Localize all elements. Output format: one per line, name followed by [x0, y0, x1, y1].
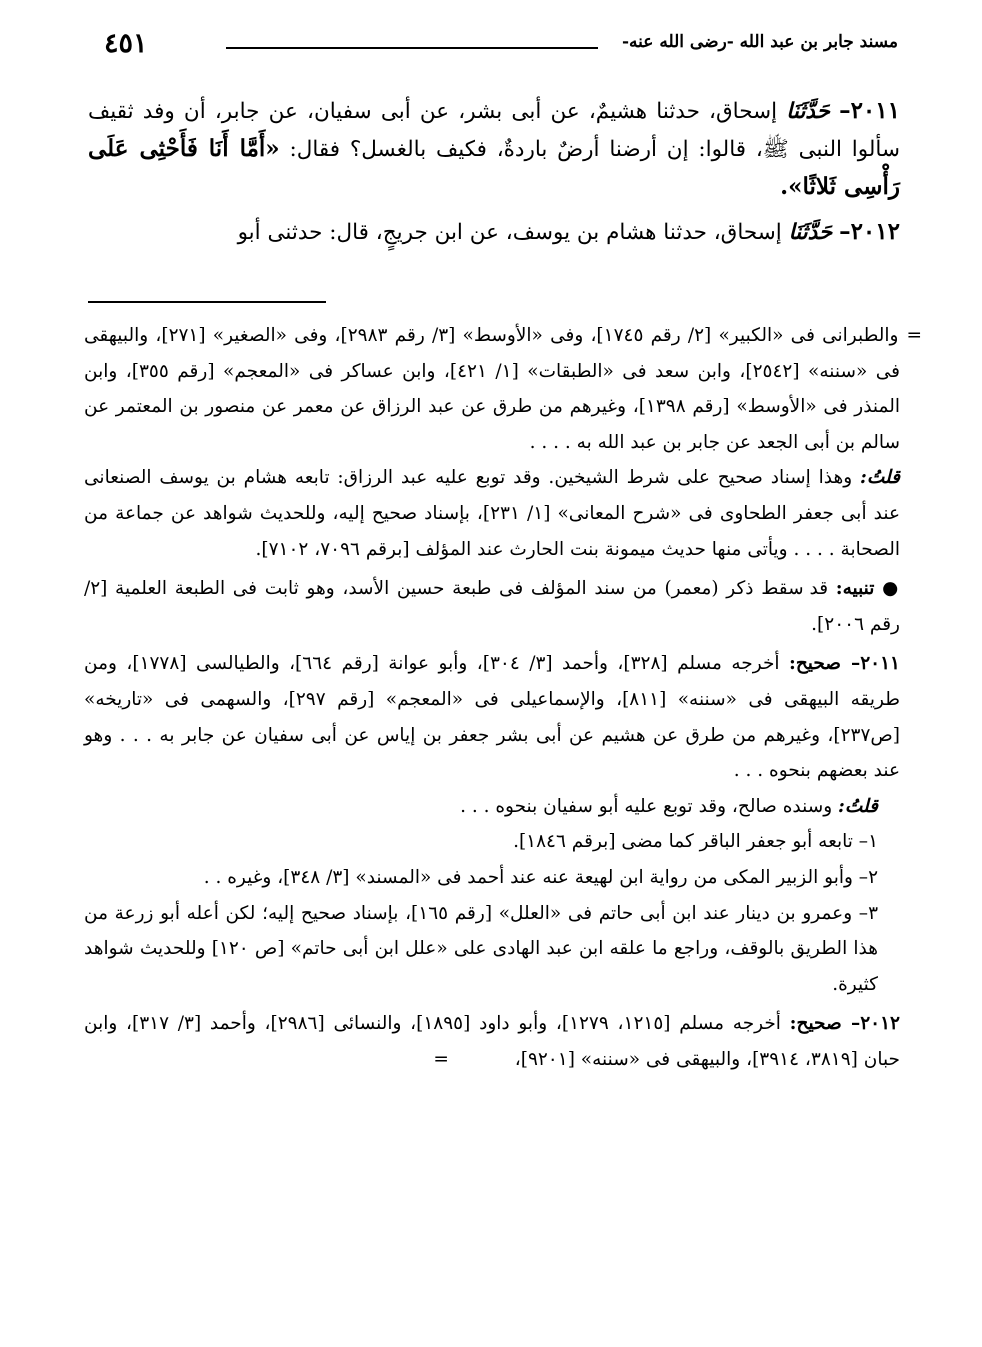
running-title: مسند جابر بن عبد الله -رضى الله عنه- — [621, 32, 898, 52]
footnote-2011-label: ٢٠١١– صحيح: — [788, 653, 900, 675]
footnote-tanbih — [84, 571, 900, 642]
hadith-opening: حَدَّثَنَا — [786, 99, 830, 124]
footnotes — [84, 318, 900, 1077]
hadith-number: ٢٠١٢– — [839, 218, 900, 245]
footnote-qult-2 — [84, 789, 900, 825]
tanbih-text: قد سقط ذكر (معمر) من سند المؤلف فى طبعة حسين الأسد، وهو ثابت فى الطبعة العلمية [٢/ رقم ٢٠٠٦]. — [84, 578, 900, 635]
hadith-opening: حَدَّثَنَا — [788, 220, 833, 245]
footnote-qult — [84, 460, 900, 567]
hadith-isnad: إسحاق، حدثنا هشام بن يوسف، عن ابن جريجٍ، قال: حدثنى أبو — [237, 220, 782, 245]
footnote-2011 — [84, 646, 900, 788]
footnote-item-2: ٢– وأبو الزبير المكى من رواية ابن لهيعة عنه عند أحمد فى «المسند» [٣/ ٣٤٨]، وغيره . . — [203, 866, 878, 888]
footnote-item-1: ١– تابعه أبو جعفر الباقر كما مضى [برقم ١٨٤٦]. — [513, 831, 878, 853]
main-text — [88, 92, 900, 251]
bullet-icon: ● — [882, 578, 900, 600]
page-number: ٤٥١ — [104, 28, 148, 59]
qult-text: وهذا إسناد صحيح على شرط الشيخين. وقد توبع عليه عبد الرزاق: تابعه هشام بن يوسف الصنعانى عند أبى جعفر الطحاوى فى «شرح المعانى» [١/ ٢٣١]، بإسناد صحيح إليه، وللحديث شواهد عن جماعة من الصحابة . . . . ويأتى منها حديث ميمونة بنت الحارث عند المؤلف [برقم ٧٠٩٦، ٧١٠٢]. — [84, 467, 900, 560]
hadith-matn: «أَمَّا أَنَا فَأَحْثِى عَلَى رَأْسِى ثَلاثًا». — [88, 135, 900, 200]
header-rule — [226, 47, 598, 49]
footnote-item-3: ٣– وعمرو بن دينار عند ابن أبى حاتم فى «العلل» [رقم ١٦٥]، بإسناد صحيح إليه؛ لكن أعله أبو زرعة من هذا الطريق بالوقف، وراجع ما علقه ابن عبد الهادى على «علل ابن أبى حاتم» [ص ١٢٠] وللحديث شواهد كثيرة. — [84, 902, 878, 995]
hadith-2012 — [88, 213, 900, 251]
hadith-2011 — [88, 92, 900, 206]
qult-label: قلتُ: — [838, 795, 878, 817]
footnote-separator — [88, 301, 326, 303]
page-header — [96, 28, 898, 68]
tanbih-label: تنبيه: — [835, 578, 875, 600]
footnote-2012 — [84, 1006, 900, 1077]
hadith-number: ٢٠١١– — [839, 97, 900, 124]
qult-text: وسنده صالح، وقد توبع عليه أبو سفيان بنحوه . . . — [460, 795, 833, 817]
hadith-isnad: إسحاق، حدثنا هشيمٌ، عن أبى بشر، عن أبى سفيان، عن جابر، أن وفد ثقيف سألوا النبى ﷺ، قالوا: إن أرضنا أرضٌ باردةٌ، فكيف بالغسل؟ فقال: — [88, 99, 900, 162]
continuation-mark: = — [433, 1048, 449, 1070]
footnote-continuation: = والطبرانى فى «الكبير» [٢/ رقم ١٧٤٥]، وفى «الأوسط» [٣/ رقم ٢٩٨٣]، وفى «الصغير» [٢٧١]، والبيهقى فى «سننه» [٢٥٤٢]، وابن سعد فى «الطبقات» [١/ ٤٢١]، وابن عساكر فى «المعجم» [رقم ٣٥٥]، وابن المنذر فى «الأوسط» [رقم ١٣٩٨]، وغيرهم من طرق عن عبد الرزاق عن معمر عن منصور بن المعتمر عن سالم بن أبى الجعد عن جابر بن عبد الله به . . . . — [84, 318, 900, 460]
footnote-2011-text: أخرجه مسلم [٣٢٨]، وأحمد [٣/ ٣٠٤]، وأبو عوانة [رقم ٦٦٤]، والطيالسى [١٧٧٨]، ومن طريقه البيهقى فى «سننه» [٨١١]، والإسماعيلى فى «المعجم» [رقم ٢٩٧]، والسهمى فى «تاريخه» [ص٢٣٧]، وغيرهم من طرق عن هشيم عن أبى بشر جعفر بن إياس عن أبى سفيان عن جابر به . . . وهو عند بعضهم بنحوه . . . — [84, 653, 900, 782]
qult-label: قلتُ: — [860, 467, 900, 489]
footnote-2012-label: ٢٠١٢– صحيح: — [789, 1013, 900, 1035]
footnote-2012-text: أخرجه مسلم [١٢١٥، ١٢٧٩]، وأبو داود [١٨٩٥]، والنسائى [٢٩٨٦]، وأحمد [٣/ ٣١٧]، وابن حبان [٣٨١٩، ٣٩١٤]، والبيهقى فى «سننه» [٩٢٠١]، — [84, 1013, 900, 1070]
